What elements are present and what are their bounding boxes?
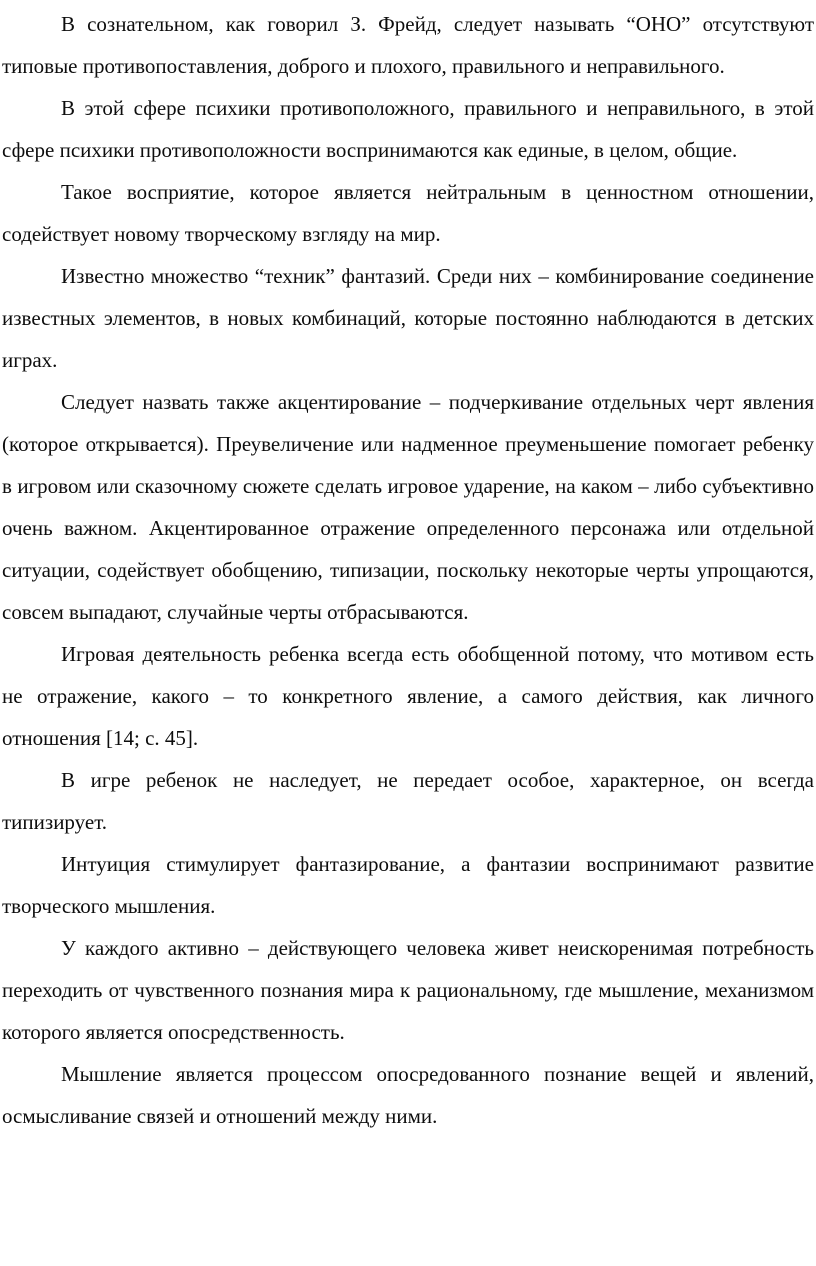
paragraph-neutral-perception: Такое восприятие, которое является нейтральным в ценностном отношении, содействует новому творческому взгляду на мир. (2, 180, 814, 246)
paragraph-play-activity: Игровая деятельность ребенка всегда есть обобщенной потому, что мотивом есть не отражение, какого – то конкретного явление, а самого действия, как личного отношения [14; с. 45]. (2, 642, 814, 750)
paragraph-psyche-sphere: В этой сфере психики противоположного, правильного и неправильного, в этой сфере психики противоположности воспринимаются как единые, в целом, общие. (2, 96, 814, 162)
paragraph-rational-need: У каждого активно – действующего человека живет неискоренимая потребность переходить от чувственного познания мира к рациональному, где мышление, механизмом которого является опосредственность. (2, 936, 814, 1044)
paragraph-typification: В игре ребенок не наследует, не передает особое, характерное, он всегда типизирует. (2, 768, 814, 834)
paragraph-fantasy-techniques: Известно множество “техник” фантазий. Среди них – комбинирование соединение известных элементов, в новых комбинаций, которые постоянно наблюдаются в детских играх. (2, 264, 814, 372)
paragraph-intuition: Интуиция стимулирует фантазирование, а фантазии воспринимают развитие творческого мышления. (2, 852, 814, 918)
paragraph-freud-id: В сознательном, как говорил З. Фрейд, следует называть “ОНО” отсутствуют типовые противопоставления, доброго и плохого, правильного и неправильного. (2, 12, 814, 78)
paragraph-thinking-definition: Мышление является процессом опосредованного познание вещей и явлений, осмысливание связей и отношений между ними. (2, 1062, 814, 1128)
paragraph-accentuation: Следует назвать также акцентирование – подчеркивание отдельных черт явления (которое открывается). Преувеличение или надменное преуменьшение помогает ребенку в игровом или сказочному сюжете сделать игровое ударение, на каком – либо субъективно очень важном. Акцентированное отражение определенного персонажа или отдельной ситуации, содействует обобщению, типизации, поскольку некоторые черты упрощаются, совсем выпадают, случайные черты отбрасываются. (2, 390, 814, 624)
